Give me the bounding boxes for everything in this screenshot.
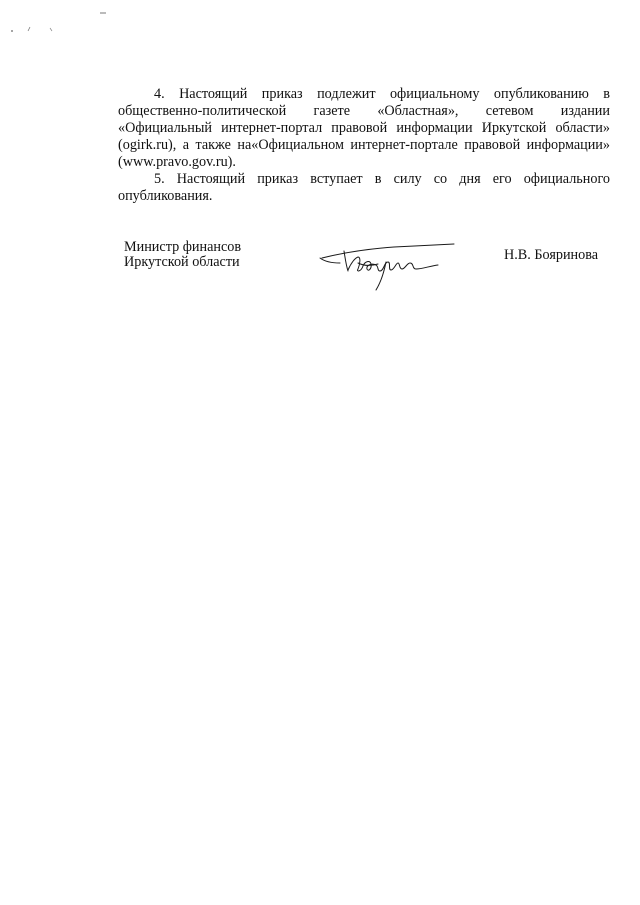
paragraph-4-text: Настоящий приказ подлежит официальному опубликованию в общественно-политической газете «Областная», сетевом издании «Официальный интернет-портал правовой информации Иркутской области» (ogirk.ru), а также на«Официальном интернет-портале правовой информации» (www.pravo.gov.ru). [118,86,610,170]
paragraph-5-number: 5. [154,171,165,187]
handwritten-signature [318,236,458,292]
paragraph-4 [118,86,610,171]
order-body-text [118,86,610,205]
signer-position [124,240,241,270]
signer-position-line-1: Министр финансов [124,239,242,255]
signature-block [0,236,640,296]
paragraph-5-text: Настоящий приказ вступает в силу со дня его официального опубликования. [118,171,610,204]
paragraph-4-number: 4. [154,86,165,102]
signer-position-line-2: Иркутской области [124,254,240,270]
scan-artifact-marks [0,0,120,40]
signer-name: Н.В. Бояринова [504,247,599,263]
paragraph-5 [118,171,610,205]
